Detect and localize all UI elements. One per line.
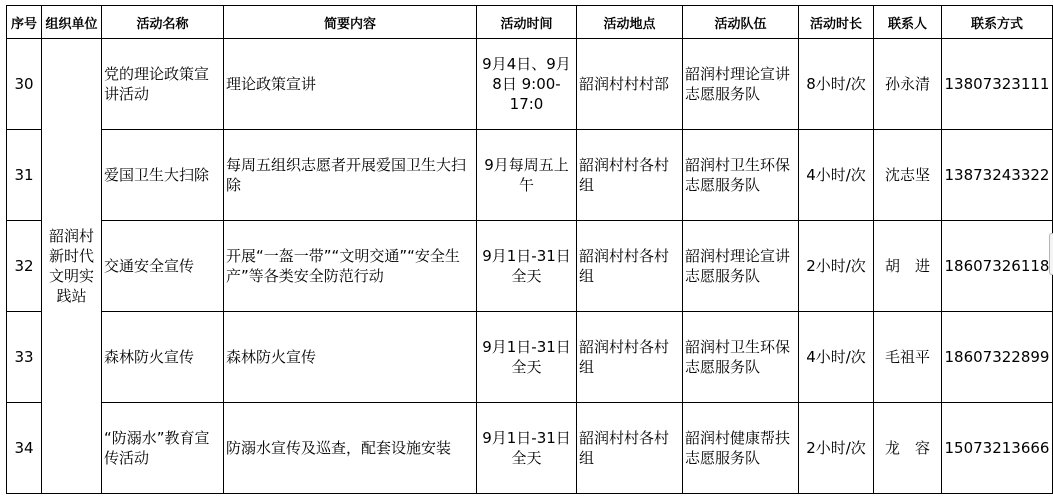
cell-phone: 15073213666 xyxy=(942,403,1053,494)
cell-place: 韶润村村各村组 xyxy=(577,312,683,403)
table-row xyxy=(7,403,1053,494)
header-time: 活动时间 xyxy=(477,6,577,39)
side-scroll-handle[interactable] xyxy=(1049,233,1053,275)
cell-team: 韶润村卫生环保志愿服务队 xyxy=(683,130,799,221)
cell-seq: 30 xyxy=(7,39,42,130)
cell-summary: 每周五组织志愿者开展爱国卫生大扫除 xyxy=(224,130,477,221)
table-row xyxy=(7,39,1053,130)
table-row xyxy=(7,130,1053,221)
cell-seq: 32 xyxy=(7,221,42,312)
cell-summary: 开展“一盔一带”“文明交通”“安全生产”等各类安全防范行动 xyxy=(224,221,477,312)
cell-time: 9月每周五上午 xyxy=(477,130,577,221)
cell-time: 9月1日-31日 全天 xyxy=(477,221,577,312)
cell-place: 韶润村村各村组 xyxy=(577,130,683,221)
cell-place: 韶润村村各村组 xyxy=(577,221,683,312)
cell-time: 9月1日-31日 全天 xyxy=(477,403,577,494)
cell-contact: 龙 容 xyxy=(874,403,942,494)
cell-duration: 4小时/次 xyxy=(799,130,874,221)
header-duration: 活动时长 xyxy=(799,6,874,39)
cell-duration: 8小时/次 xyxy=(799,39,874,130)
cell-summary: 防溺水宣传及巡查，配套设施安装 xyxy=(224,403,477,494)
cell-phone: 18607322899 xyxy=(942,312,1053,403)
cell-seq: 31 xyxy=(7,130,42,221)
header-name: 活动名称 xyxy=(102,6,224,39)
table-row xyxy=(7,221,1053,312)
header-team: 活动队伍 xyxy=(683,6,799,39)
cell-duration: 2小时/次 xyxy=(799,221,874,312)
cell-name: 党的理论政策宣讲活动 xyxy=(102,39,224,130)
cell-summary: 理论政策宣讲 xyxy=(224,39,477,130)
cell-name: 森林防火宣传 xyxy=(102,312,224,403)
cell-name: 爱国卫生大扫除 xyxy=(102,130,224,221)
cell-phone: 13873243322 xyxy=(942,130,1053,221)
cell-seq: 33 xyxy=(7,312,42,403)
header-phone: 联系方式 xyxy=(942,6,1053,39)
cell-team: 韶润村卫生环保志愿服务队 xyxy=(683,312,799,403)
header-summary: 简要内容 xyxy=(224,6,477,39)
header-org: 组织单位 xyxy=(42,6,102,39)
cell-contact: 胡 进 xyxy=(874,221,942,312)
cell-contact: 孙永清 xyxy=(874,39,942,130)
cell-org-unit: 韶润村新时代文明实践站 xyxy=(42,39,102,494)
cell-name: 交通安全宣传 xyxy=(102,221,224,312)
header-seq: 序号 xyxy=(7,6,42,39)
table-row xyxy=(7,312,1053,403)
cell-place: 韶润村村各村组 xyxy=(577,403,683,494)
cell-duration: 4小时/次 xyxy=(799,312,874,403)
header-place: 活动地点 xyxy=(577,6,683,39)
cell-place: 韶润村村村部 xyxy=(577,39,683,130)
cell-phone: 13807323111 xyxy=(942,39,1053,130)
cell-team: 韶润村理论宣讲志愿服务队 xyxy=(683,39,799,130)
cell-phone: 18607326118 xyxy=(942,221,1053,312)
cell-time: 9月4日、9月8日 9:00-17:0 xyxy=(477,39,577,130)
cell-time: 9月1日-31日 全天 xyxy=(477,312,577,403)
cell-summary: 森林防火宣传 xyxy=(224,312,477,403)
cell-contact: 沈志坚 xyxy=(874,130,942,221)
activity-schedule-table xyxy=(6,5,1053,494)
header-contact: 联系人 xyxy=(874,6,942,39)
cell-team: 韶润村健康帮扶志愿服务队 xyxy=(683,403,799,494)
cell-duration: 2小时/次 xyxy=(799,403,874,494)
header-row xyxy=(7,6,1053,39)
cell-seq: 34 xyxy=(7,403,42,494)
cell-team: 韶润村理论宣讲志愿服务队 xyxy=(683,221,799,312)
cell-contact: 毛祖平 xyxy=(874,312,942,403)
cell-name: “防溺水”教育宣传活动 xyxy=(102,403,224,494)
